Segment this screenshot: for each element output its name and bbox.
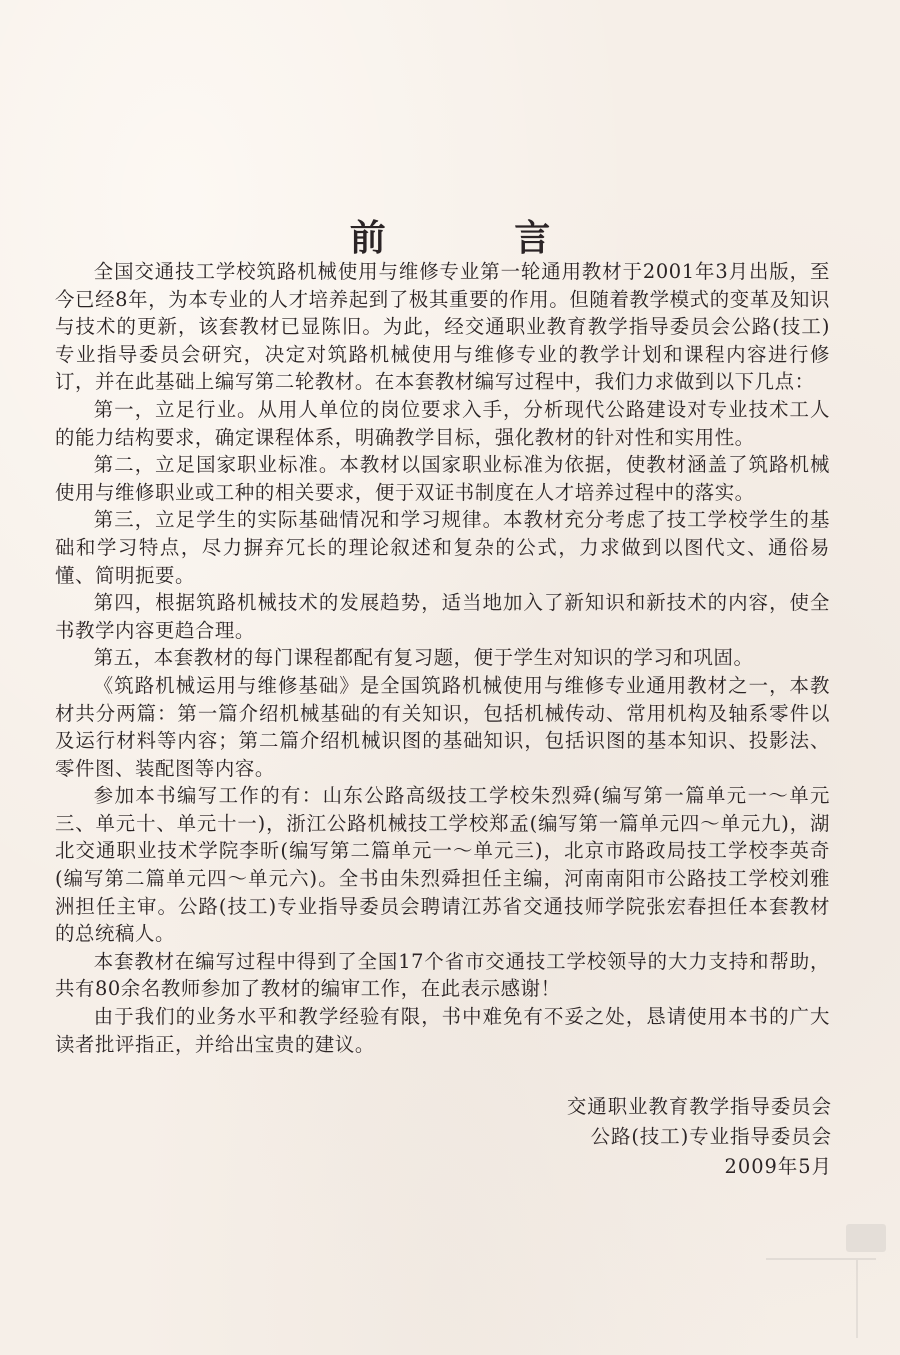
paragraph-point-1: 第一，立足行业。从用人单位的岗位要求入手，分析现代公路建设对专业技术工人的能力结构要求，确定课程体系，明确教学目标，强化教材的针对性和实用性。 xyxy=(55,397,830,449)
signature-block xyxy=(567,1092,832,1182)
signature-date: 2009年5月 xyxy=(724,1155,832,1178)
signature-committee-1: 交通职业教育教学指导委员会 xyxy=(566,1095,832,1118)
paragraph-closing: 由于我们的业务水平和教学经验有限，书中难免有不妥之处，恳请使用本书的广大读者批评指正，并给出宝贵的建议。 xyxy=(55,1005,830,1056)
signature-committee-2: 公路(技工)专业指导委员会 xyxy=(590,1125,832,1148)
paragraph-point-4: 第四，根据筑路机械技术的发展趋势，适当地加入了新知识和新技术的内容，使全书教学内容更趋合理。 xyxy=(55,591,830,642)
paragraph-point-5: 第五，本套教材的每门课程都配有复习题，便于学生对知识的学习和巩固。 xyxy=(93,646,754,670)
paragraph-intro: 全国交通技工学校筑路机械使用与维修专业第一轮通用教材于2001年3月出版，至今已经8年，为本专业的人才培养起到了极其重要的作用。但随着教学模式的变革及知识与技术的更新，该套教材已显陈旧。为此，经交通职业教育教学指导委员会公路(技工)专业指导委员会研究，决定对筑路机械使用与维修专业的教学计划和课程内容进行修订，并在此基础上编写第二轮教材。在本套教材编写过程中，我们力求做到以下几点： xyxy=(55,260,830,394)
preface-body xyxy=(55,258,830,1058)
paragraph-book-overview: 《筑路机械运用与维修基础》是全国筑路机械使用与维修专业通用教材之一，本教材共分两篇：第一篇介绍机械基础的有关知识，包括机械传动、常用机构及轴系零件以及运行材料等内容；第二篇介绍机械识图的基础知识，包括识图的基本知识、投影法、零件图、装配图等内容。 xyxy=(55,673,830,780)
page-title: 前 言 xyxy=(349,218,609,260)
paragraph-point-2: 第二，立足国家职业标准。本教材以国家职业标准为依据，使教材涵盖了筑路机械使用与维修职业或工种的相关要求，便于双证书制度在人才培养过程中的落实。 xyxy=(55,453,830,504)
bleed-through-machine-icon xyxy=(846,1232,876,1292)
paragraph-acknowledgement: 本套教材在编写过程中得到了全国17个省市交通技工学校领导的大力支持和帮助，共有80余名教师参加了教材的编审工作，在此表示感谢！ xyxy=(55,949,830,1001)
paragraph-point-3: 第三，立足学生的实际基础情况和学习规律。本教材充分考虑了技工学校学生的基础和学习特点，尽力摒弃冗长的理论叙述和复杂的公式，力求做到以图代文、通俗易懂、简明扼要。 xyxy=(55,508,830,587)
paragraph-authors: 参加本书编写工作的有：山东公路高级技工学校朱烈舜(编写第一篇单元一～单元三、单元十、单元十一)，浙江公路机械技工学校郑孟(编写第一篇单元四～单元九)，湖北交通职业技术学院李昕(编写第二篇单元一～单元三)，北京市路政局技工学校李英奇(编写第二篇单元四～单元六)。全书由朱烈舜担任主编，河南南阳市公路技工学校刘雅洲担任主审。公路(技工)专业指导委员会聘请江苏省交通技师学院张宏春担任本套教材的总统稿人。 xyxy=(55,784,830,946)
